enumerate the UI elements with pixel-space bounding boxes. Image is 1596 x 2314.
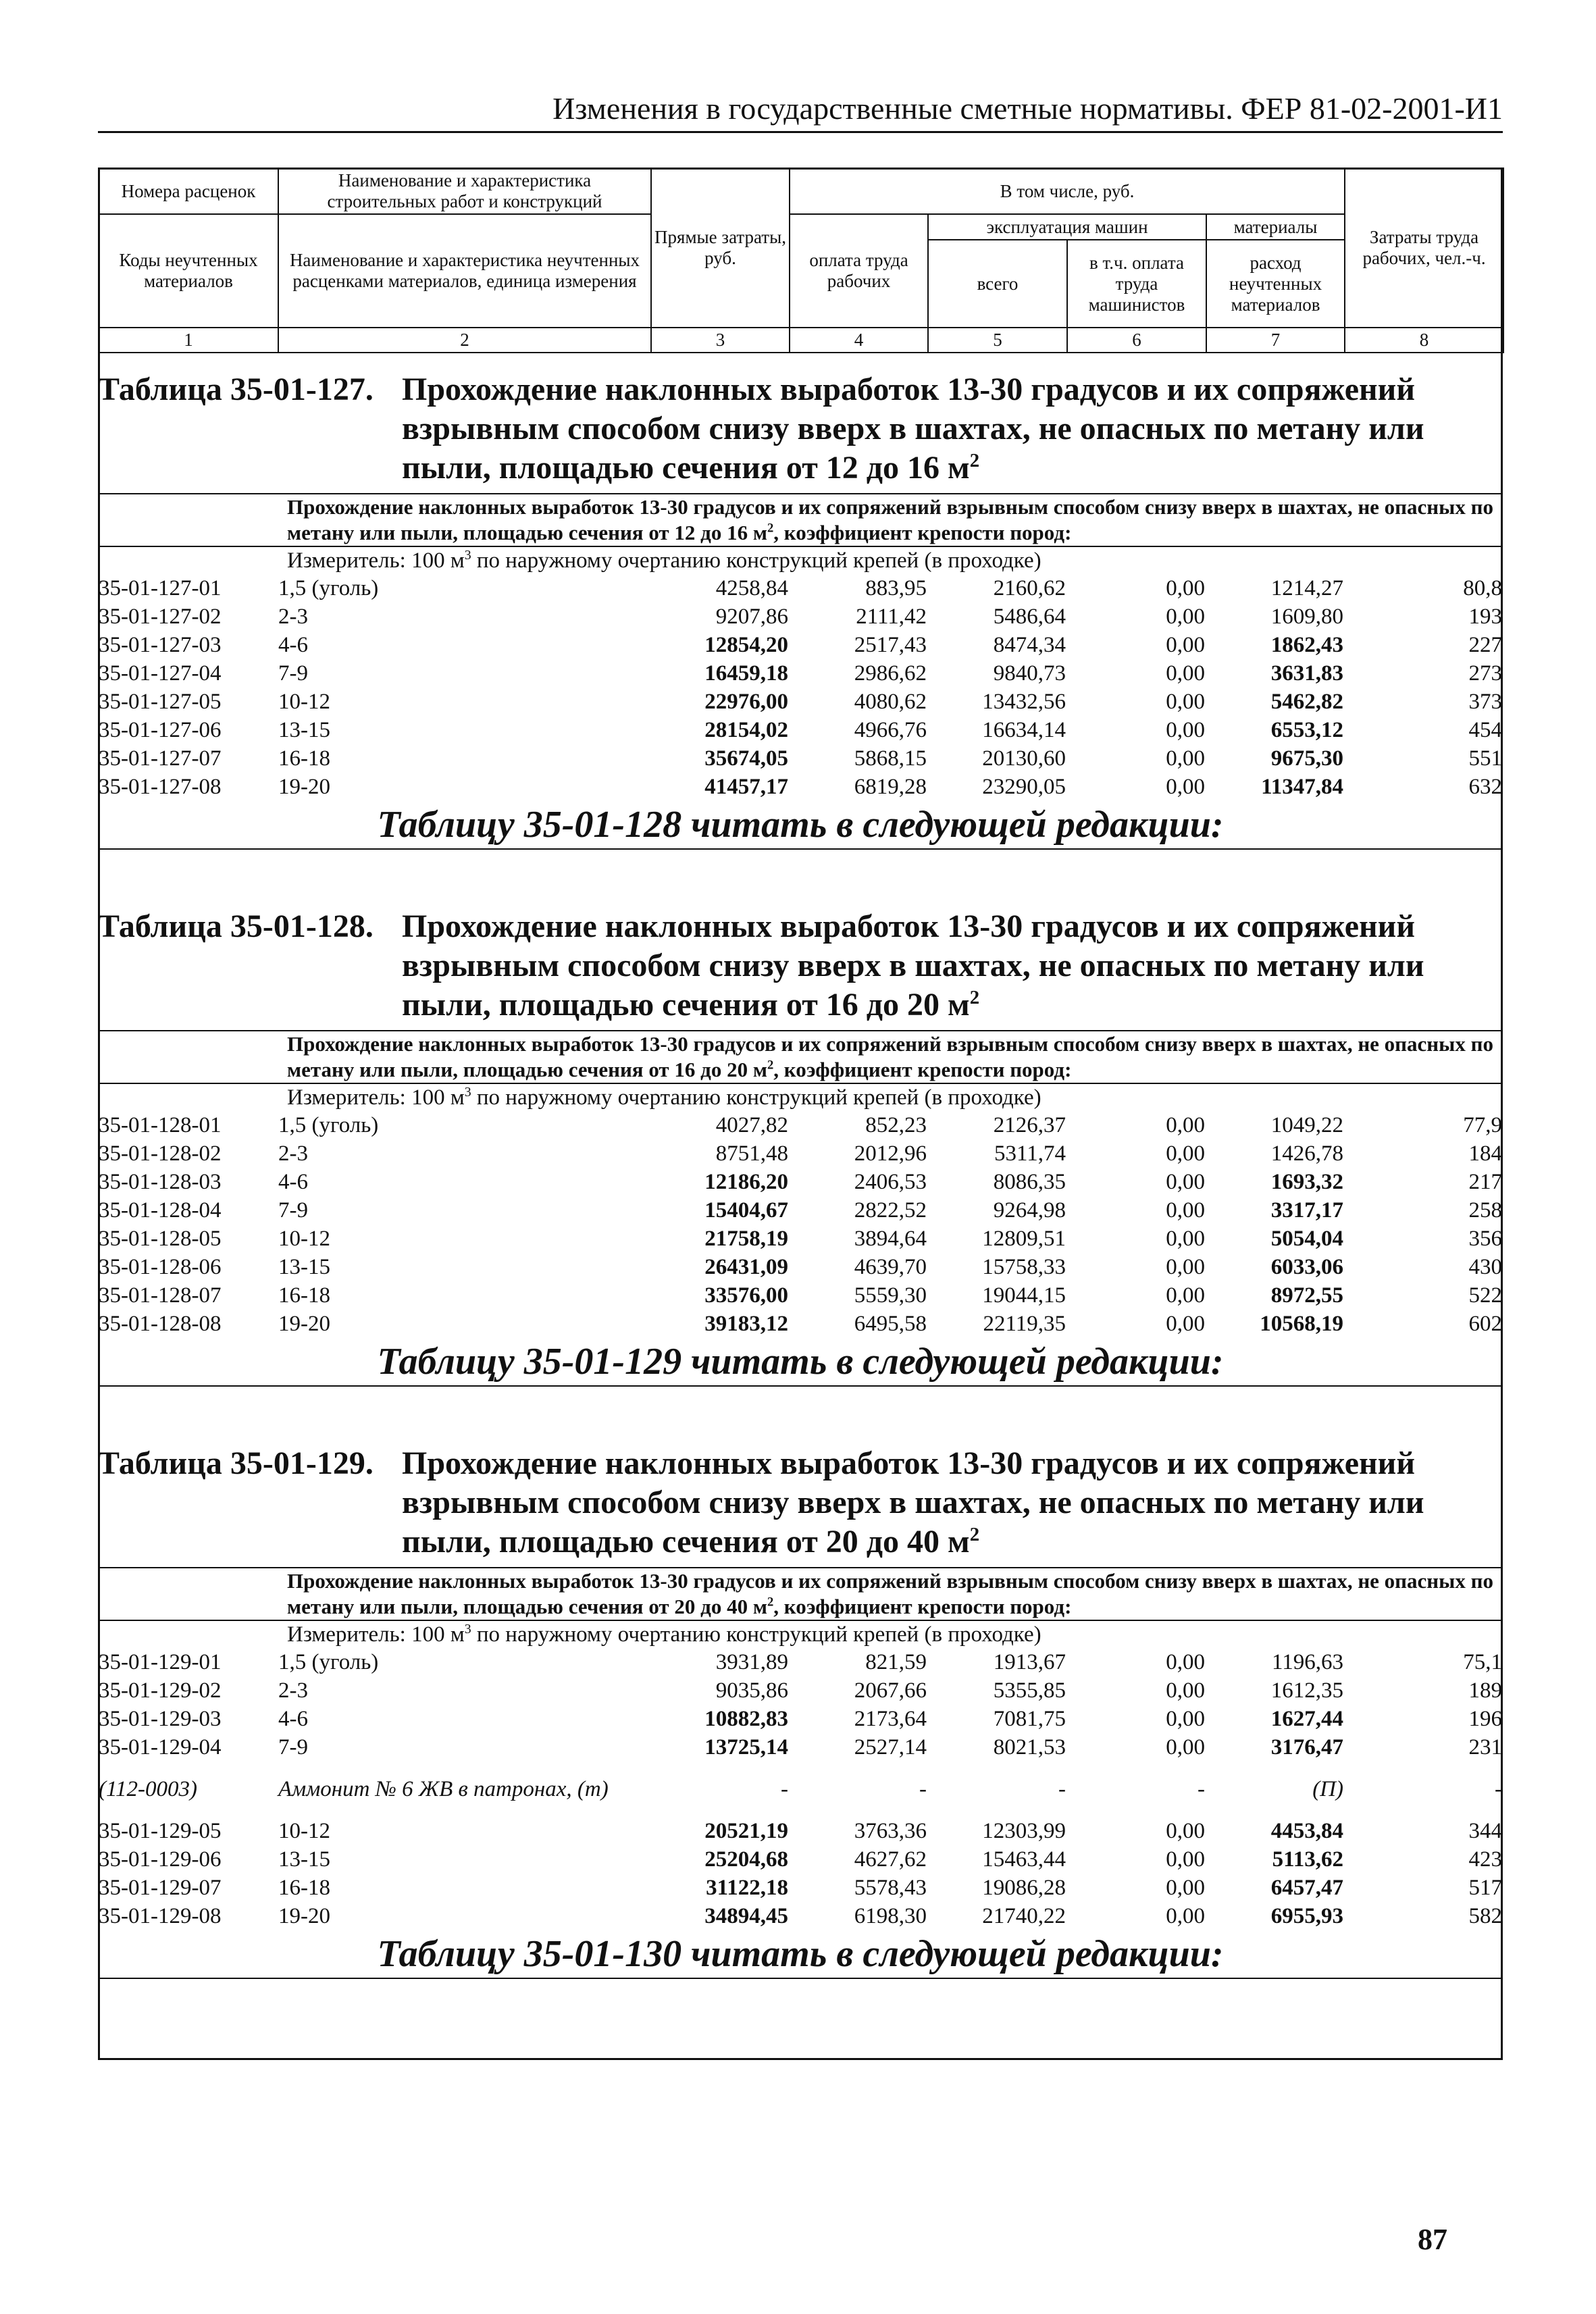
table-meter: Измеритель: 100 $м^3$ по наружному очертанию конструкций крепей (в проходке) xyxy=(287,1622,1041,1647)
table-cell: 13-15 xyxy=(278,1847,330,1872)
table-cell: 1426,78 xyxy=(1270,1141,1343,1166)
table-cell: 0,00 xyxy=(1166,1227,1205,1251)
table-number: Таблица 35-01-127. xyxy=(98,371,374,407)
table-cell: 196 xyxy=(1468,1707,1502,1731)
table-cell: 0,00 xyxy=(1166,690,1205,714)
redaction-note: Таблицу 35-01-129 читать в следующей редакции: xyxy=(377,1341,1224,1383)
table-cell: 0,00 xyxy=(1166,746,1205,771)
table-cell: 35-01-129-03 xyxy=(99,1707,222,1731)
table-cell: 16-18 xyxy=(278,1283,330,1308)
table-cell: - xyxy=(781,1777,788,1801)
table-row xyxy=(98,1845,1503,1874)
table-cell: - xyxy=(919,1777,927,1801)
table-cell: 8474,34 xyxy=(993,633,1066,657)
table-cell: 5868,15 xyxy=(854,746,927,771)
table-cell: 1049,22 xyxy=(1270,1113,1343,1137)
table-cell: 10-12 xyxy=(278,1819,330,1843)
table-row xyxy=(98,1762,1503,1817)
table-cell: 6955,93 xyxy=(1270,1904,1343,1928)
table-cell: 4639,70 xyxy=(854,1255,927,1279)
col-header-direct-costs: Прямые затраты, руб. xyxy=(651,168,790,328)
table-cell: 1693,32 xyxy=(1270,1170,1343,1194)
table-cell: 41457,17 xyxy=(704,775,788,799)
rates-table xyxy=(98,574,1503,801)
table-cell: 2126,37 xyxy=(993,1113,1066,1137)
table-cell: 35-01-129-02 xyxy=(99,1678,222,1703)
col-header-material-codes: Коды неучтенных материалов xyxy=(99,214,278,328)
table-cell: 0,00 xyxy=(1166,605,1205,629)
table-cell: 227 xyxy=(1468,633,1502,657)
table-cell: 0,00 xyxy=(1166,1876,1205,1900)
table-row xyxy=(98,1874,1503,1902)
table-cell: 217 xyxy=(1468,1170,1502,1194)
table-cell: 16-18 xyxy=(278,746,330,771)
table-cell: 193 xyxy=(1468,605,1502,629)
table-cell: 4258,84 xyxy=(715,576,788,600)
table-row xyxy=(98,1902,1503,1930)
table-cell: 28154,02 xyxy=(704,718,788,742)
table-cell: 7-9 xyxy=(278,1735,308,1759)
table-cell: 7-9 xyxy=(278,1198,308,1223)
table-title-text: Прохождение наклонных выработок 13-30 градусов и их сопряжений взрывным способом снизу вверх в шахтах, не опасных по метану или пыли, площадью сечения от 12 до 16 $м^2$ xyxy=(402,371,1424,486)
table-cell: 10882,83 xyxy=(704,1707,788,1731)
table-cell: 4-6 xyxy=(278,1707,308,1731)
table-cell: Аммонит № 6 ЖВ в патронах, (т) xyxy=(278,1777,609,1801)
table-cell: 0,00 xyxy=(1166,1650,1205,1674)
table-cell: 0,00 xyxy=(1166,1847,1205,1872)
table-cell: 21740,22 xyxy=(982,1904,1066,1928)
table-cell: (112-0003) xyxy=(99,1777,198,1801)
table-cell: 6033,06 xyxy=(1270,1255,1343,1279)
table-row xyxy=(98,1648,1503,1676)
table-cell: 35-01-127-08 xyxy=(99,775,222,799)
table-cell: 821,59 xyxy=(865,1650,927,1674)
table-cell: 517 xyxy=(1468,1876,1502,1900)
col-header-wages: оплата труда рабочих xyxy=(790,214,928,328)
table-cell: 35-01-129-05 xyxy=(99,1819,222,1843)
table-cell: 6819,28 xyxy=(854,775,927,799)
table-cell: 3631,83 xyxy=(1270,661,1343,686)
table-cell: 189 xyxy=(1468,1678,1502,1703)
table-row xyxy=(98,1281,1503,1310)
table-row xyxy=(98,1139,1503,1168)
table-cell: 10-12 xyxy=(278,690,330,714)
table-cell: 35-01-128-04 xyxy=(99,1198,222,1223)
table-cell: 6198,30 xyxy=(854,1904,927,1928)
table-cell: 522 xyxy=(1468,1283,1502,1308)
table-cell: 6457,47 xyxy=(1270,1876,1343,1900)
table-cell: 4453,84 xyxy=(1270,1819,1343,1843)
table-cell: 852,23 xyxy=(865,1113,927,1137)
table-cell: 19044,15 xyxy=(982,1283,1066,1308)
table-cell: 2-3 xyxy=(278,1141,308,1166)
table-cell: 184 xyxy=(1468,1141,1502,1166)
table-cell: - xyxy=(1058,1777,1066,1801)
table-cell: 35-01-128-01 xyxy=(99,1113,222,1137)
table-cell: 2-3 xyxy=(278,605,308,629)
table-cell: 1196,63 xyxy=(1271,1650,1343,1674)
column-header-table xyxy=(98,168,1504,353)
table-cell: - xyxy=(1198,1777,1205,1801)
table-row xyxy=(98,688,1503,716)
table-cell: 0,00 xyxy=(1166,775,1205,799)
table-cell: 3763,36 xyxy=(854,1819,927,1843)
table-cell: 19086,28 xyxy=(982,1876,1066,1900)
table-cell: 5054,04 xyxy=(1270,1227,1343,1251)
table-cell: 16634,14 xyxy=(982,718,1066,742)
table-cell: 258 xyxy=(1468,1198,1502,1223)
table-cell: 0,00 xyxy=(1166,1113,1205,1137)
table-cell: 3317,17 xyxy=(1270,1198,1343,1223)
table-cell: 1612,35 xyxy=(1270,1678,1343,1703)
table-row xyxy=(98,1733,1503,1762)
table-cell: 9207,86 xyxy=(715,605,788,629)
table-cell: 35-01-129-04 xyxy=(99,1735,222,1759)
table-row xyxy=(98,1225,1503,1253)
table-cell: 0,00 xyxy=(1166,1312,1205,1336)
table-cell: 3176,47 xyxy=(1270,1735,1343,1759)
redaction-note: Таблицу 35-01-130 читать в следующей редакции: xyxy=(377,1933,1224,1975)
table-section-128 xyxy=(98,902,1503,1387)
table-cell: 4-6 xyxy=(278,1170,308,1194)
table-cell: 35-01-128-07 xyxy=(99,1283,222,1308)
table-cell: 5355,85 xyxy=(993,1678,1066,1703)
table-cell: 13-15 xyxy=(278,718,330,742)
table-section-127 xyxy=(98,365,1503,850)
table-cell: 35-01-129-01 xyxy=(99,1650,222,1674)
table-cell: 0,00 xyxy=(1166,633,1205,657)
table-title-text: Прохождение наклонных выработок 13-30 градусов и их сопряжений взрывным способом снизу вверх в шахтах, не опасных по метану или пыли, площадью сечения от 20 до 40 $м^2$ xyxy=(402,1445,1424,1560)
table-cell: 0,00 xyxy=(1166,576,1205,600)
table-cell: 2986,62 xyxy=(854,661,927,686)
table-cell: 8086,35 xyxy=(993,1170,1066,1194)
table-cell: 35-01-127-05 xyxy=(99,690,222,714)
table-cell: 1,5 (уголь) xyxy=(278,1650,379,1674)
table-cell: 5578,43 xyxy=(854,1876,927,1900)
table-cell: 7-9 xyxy=(278,661,308,686)
table-cell: 231 xyxy=(1468,1735,1502,1759)
table-cell: 0,00 xyxy=(1166,1283,1205,1308)
table-cell: 20521,19 xyxy=(704,1819,788,1843)
table-cell: 0,00 xyxy=(1166,661,1205,686)
table-row xyxy=(98,744,1503,773)
col-number: 8 xyxy=(1345,328,1503,353)
table-cell: 35-01-127-04 xyxy=(99,661,222,686)
table-cell: 8751,48 xyxy=(715,1141,788,1166)
table-cell: 0,00 xyxy=(1166,1141,1205,1166)
table-cell: 0,00 xyxy=(1166,1198,1205,1223)
table-cell: 22119,35 xyxy=(983,1312,1066,1336)
col-header-work-name: Наименование и характеристика строительных работ и конструкций xyxy=(278,168,651,214)
table-cell: 5559,30 xyxy=(854,1283,927,1308)
table-row xyxy=(98,602,1503,631)
table-cell: 273 xyxy=(1468,661,1502,686)
table-subtitle: Прохождение наклонных выработок 13-30 градусов и их сопряжений взрывным способом снизу вверх в шахтах, не опасных по метану или пыли, площадью сечения от 20 до 40 $м^2$, коэффициент крепости пород: xyxy=(287,1569,1493,1618)
col-header-rate-numbers: Номера расценок xyxy=(99,168,278,214)
col-header-machines-total: всего xyxy=(928,240,1067,328)
page-number: 87 xyxy=(1418,2223,1447,2256)
table-cell: 12854,20 xyxy=(704,633,788,657)
table-cell: 19-20 xyxy=(278,775,330,799)
table-cell: 1862,43 xyxy=(1270,633,1343,657)
table-row xyxy=(98,1111,1503,1139)
table-cell: 8972,55 xyxy=(1270,1283,1343,1308)
table-cell: 10-12 xyxy=(278,1227,330,1251)
table-cell: 0,00 xyxy=(1166,1255,1205,1279)
table-cell: 1214,27 xyxy=(1270,576,1343,600)
col-header-material-consumption: расход неучтенных материалов xyxy=(1206,240,1345,328)
table-cell: 35-01-127-02 xyxy=(99,605,222,629)
table-cell: 4080,62 xyxy=(854,690,927,714)
table-cell: 4627,62 xyxy=(854,1847,927,1872)
table-title xyxy=(98,365,1503,493)
table-cell: 0,00 xyxy=(1166,718,1205,742)
table-row xyxy=(98,631,1503,659)
rates-table xyxy=(98,1111,1503,1338)
table-cell: 2517,43 xyxy=(854,633,927,657)
table-meter: Измеритель: 100 $м^3$ по наружному очертанию конструкций крепей (в проходке) xyxy=(287,1085,1041,1110)
table-cell: 15404,67 xyxy=(704,1198,788,1223)
col-number: 1 xyxy=(99,328,278,353)
table-cell: 582 xyxy=(1468,1904,1502,1928)
col-header-machinist-wages: в т.ч. оплата труда машинистов xyxy=(1067,240,1206,328)
table-cell: 0,00 xyxy=(1166,1819,1205,1843)
table-cell: 9264,98 xyxy=(993,1198,1066,1223)
col-number: 2 xyxy=(278,328,651,353)
table-cell: 35-01-127-01 xyxy=(99,576,222,600)
table-cell: 2527,14 xyxy=(854,1735,927,1759)
table-row xyxy=(98,716,1503,744)
table-cell: 77,9 xyxy=(1463,1113,1502,1137)
col-header-machines: эксплуатация машин xyxy=(928,214,1206,240)
table-row xyxy=(98,574,1503,602)
table-cell: 35674,05 xyxy=(704,746,788,771)
table-cell: 35-01-129-08 xyxy=(99,1904,222,1928)
table-cell: 19-20 xyxy=(278,1312,330,1336)
table-cell: 5462,82 xyxy=(1270,690,1343,714)
table-row xyxy=(98,1676,1503,1705)
table-cell: 9675,30 xyxy=(1270,746,1343,771)
table-cell: 2012,96 xyxy=(854,1141,927,1166)
table-subtitle: Прохождение наклонных выработок 13-30 градусов и их сопряжений взрывным способом снизу вверх в шахтах, не опасных по метану или пыли, площадью сечения от 16 до 20 $м^2$, коэффициент крепости пород: xyxy=(287,1032,1493,1081)
table-cell: 4-6 xyxy=(278,633,308,657)
table-cell: 35-01-127-06 xyxy=(99,718,222,742)
running-header: Изменения в государственные сметные нормативы. ФЕР 81-02-2001-И1 xyxy=(98,86,1503,133)
table-cell: 35-01-129-07 xyxy=(99,1876,222,1900)
table-cell: 0,00 xyxy=(1166,1170,1205,1194)
table-cell: 551 xyxy=(1468,746,1502,771)
col-header-material-name: Наименование и характеристика неучтенных расценками материалов, единица измерения xyxy=(278,214,651,328)
table-cell: 33576,00 xyxy=(704,1283,788,1308)
table-cell: 2-3 xyxy=(278,1678,308,1703)
col-number: 7 xyxy=(1206,328,1345,353)
table-row xyxy=(98,1168,1503,1196)
table-cell: 35-01-127-07 xyxy=(99,746,222,771)
table-cell: 1913,67 xyxy=(993,1650,1066,1674)
col-number: 6 xyxy=(1067,328,1206,353)
table-cell: 0,00 xyxy=(1166,1904,1205,1928)
table-cell: 15463,44 xyxy=(982,1847,1066,1872)
table-cell: 0,00 xyxy=(1166,1735,1205,1759)
table-row xyxy=(98,659,1503,688)
table-cell: 632 xyxy=(1468,775,1502,799)
table-row xyxy=(98,1196,1503,1225)
table-cell: 3894,64 xyxy=(854,1227,927,1251)
table-cell: 9035,86 xyxy=(715,1678,788,1703)
table-cell: 23290,05 xyxy=(982,775,1066,799)
table-cell: 35-01-128-05 xyxy=(99,1227,222,1251)
table-cell: 11347,84 xyxy=(1261,775,1343,799)
table-cell: 13725,14 xyxy=(704,1735,788,1759)
table-cell: 26431,09 xyxy=(704,1255,788,1279)
table-cell: 2160,62 xyxy=(993,576,1066,600)
table-cell: (П) xyxy=(1312,1777,1343,1801)
col-number: 5 xyxy=(928,328,1067,353)
table-cell: 12186,20 xyxy=(704,1170,788,1194)
col-header-materials: материалы xyxy=(1206,214,1345,240)
table-cell: 35-01-127-03 xyxy=(99,633,222,657)
table-cell: 21758,19 xyxy=(704,1227,788,1251)
table-cell: 35-01-128-08 xyxy=(99,1312,222,1336)
table-cell: 35-01-128-03 xyxy=(99,1170,222,1194)
table-cell: 344 xyxy=(1468,1819,1502,1843)
table-title xyxy=(98,902,1503,1030)
table-row xyxy=(98,1817,1503,1845)
table-cell: 454 xyxy=(1468,718,1502,742)
redaction-note: Таблицу 35-01-128 читать в следующей редакции: xyxy=(377,804,1224,846)
table-number: Таблица 35-01-128. xyxy=(98,908,374,944)
table-cell: 5311,74 xyxy=(994,1141,1066,1166)
table-cell: 2822,52 xyxy=(854,1198,927,1223)
table-cell: 5113,62 xyxy=(1272,1847,1343,1872)
table-cell: 35-01-128-06 xyxy=(99,1255,222,1279)
table-cell: - xyxy=(1495,1777,1502,1801)
table-cell: 19-20 xyxy=(278,1904,330,1928)
table-row xyxy=(98,1705,1503,1733)
table-cell: 20130,60 xyxy=(982,746,1066,771)
table-cell: 373 xyxy=(1468,690,1502,714)
table-cell: 16-18 xyxy=(278,1876,330,1900)
table-subtitle: Прохождение наклонных выработок 13-30 градусов и их сопряжений взрывным способом снизу вверх в шахтах, не опасных по метану или пыли, площадью сечения от 12 до 16 $м^2$, коэффициент крепости пород: xyxy=(287,495,1493,544)
table-row xyxy=(98,773,1503,801)
table-cell: 2111,42 xyxy=(856,605,927,629)
table-cell: 31122,18 xyxy=(706,1876,788,1900)
table-cell: 1,5 (уголь) xyxy=(278,1113,379,1137)
table-cell: 356 xyxy=(1468,1227,1502,1251)
table-cell: 35-01-128-02 xyxy=(99,1141,222,1166)
table-cell: 12303,99 xyxy=(982,1819,1066,1843)
table-cell: 16459,18 xyxy=(704,661,788,686)
table-title-text: Прохождение наклонных выработок 13-30 градусов и их сопряжений взрывным способом снизу вверх в шахтах, не опасных по метану или пыли, площадью сечения от 16 до 20 $м^2$ xyxy=(402,908,1424,1023)
col-number: 3 xyxy=(651,328,790,353)
col-header-labor: Затраты труда рабочих, чел.-ч. xyxy=(1345,168,1503,328)
rates-table xyxy=(98,1648,1503,1930)
table-row xyxy=(98,1253,1503,1281)
table-cell: 1,5 (уголь) xyxy=(278,576,379,600)
table-cell: 7081,75 xyxy=(993,1707,1066,1731)
table-cell: 8021,53 xyxy=(993,1735,1066,1759)
table-cell: 13432,56 xyxy=(982,690,1066,714)
table-cell: 3931,89 xyxy=(715,1650,788,1674)
table-cell: 0,00 xyxy=(1166,1678,1205,1703)
table-cell: 12809,51 xyxy=(982,1227,1066,1251)
table-number: Таблица 35-01-129. xyxy=(98,1445,374,1481)
table-cell: 423 xyxy=(1468,1847,1502,1872)
table-cell: 0,00 xyxy=(1166,1707,1205,1731)
table-section-129 xyxy=(98,1439,1503,1979)
col-number: 4 xyxy=(790,328,928,353)
col-header-group: В том числе, руб. xyxy=(790,168,1345,214)
table-cell: 883,95 xyxy=(865,576,927,600)
table-title xyxy=(98,1439,1503,1567)
table-cell: 35-01-129-06 xyxy=(99,1847,222,1872)
table-cell: 10568,19 xyxy=(1260,1312,1343,1336)
table-cell: 39183,12 xyxy=(704,1312,788,1336)
table-cell: 25204,68 xyxy=(704,1847,788,1872)
table-cell: 75,1 xyxy=(1463,1650,1502,1674)
table-cell: 6553,12 xyxy=(1270,718,1343,742)
table-cell: 13-15 xyxy=(278,1255,330,1279)
table-cell: 5486,64 xyxy=(993,605,1066,629)
table-meter: Измеритель: 100 $м^3$ по наружному очертанию конструкций крепей (в проходке) xyxy=(287,548,1041,573)
table-cell: 9840,73 xyxy=(993,661,1066,686)
table-cell: 2173,64 xyxy=(854,1707,927,1731)
table-cell: 2406,53 xyxy=(854,1170,927,1194)
table-cell: 430 xyxy=(1468,1255,1502,1279)
table-cell: 4027,82 xyxy=(715,1113,788,1137)
table-cell: 15758,33 xyxy=(982,1255,1066,1279)
table-cell: 1609,80 xyxy=(1270,605,1343,629)
table-cell: 34894,45 xyxy=(704,1904,788,1928)
table-cell: 1627,44 xyxy=(1270,1707,1343,1731)
table-cell: 2067,66 xyxy=(854,1678,927,1703)
table-cell: 6495,58 xyxy=(854,1312,927,1336)
table-cell: 22976,00 xyxy=(704,690,788,714)
table-cell: 80,8 xyxy=(1463,576,1502,600)
table-row xyxy=(98,1310,1503,1338)
table-cell: 4966,76 xyxy=(854,718,927,742)
table-cell: 602 xyxy=(1468,1312,1502,1336)
